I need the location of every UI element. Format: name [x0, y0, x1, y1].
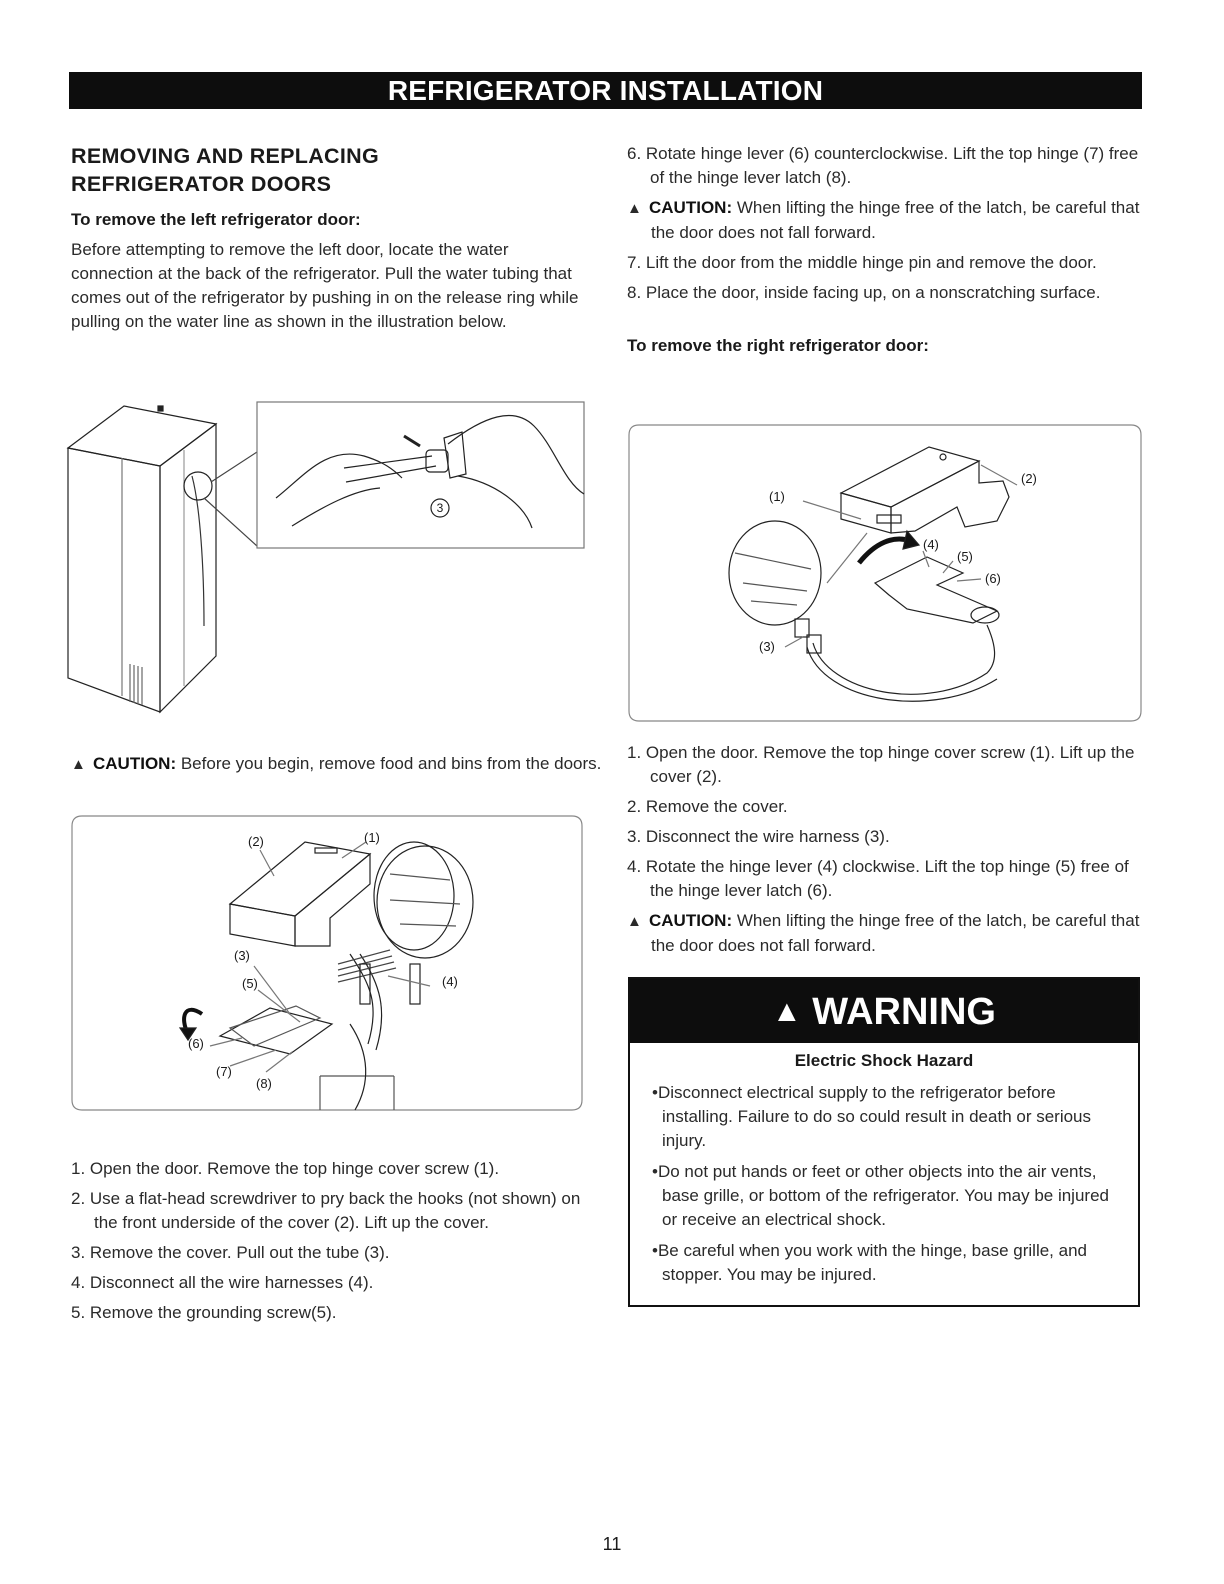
section-heading-line1: REMOVING AND REPLACING: [71, 144, 380, 168]
right-door-steps: [627, 741, 1147, 903]
list-item: •Disconnect electrical supply to the refrigerator before installing. Failure to do so could result in death or serious injury.: [652, 1083, 1092, 1150]
list-item: 6. Rotate hinge lever (6) counterclockwise. Lift the top hinge (7) free of the hinge lever latch (8).: [627, 144, 1139, 187]
page-number: 11: [602, 1534, 622, 1554]
list-item: •Be careful when you work with the hinge, base grille, and stopper. You may be injured.: [652, 1241, 1087, 1284]
list-item: 1. Open the door. Remove the top hinge cover screw (1).: [71, 1159, 500, 1178]
fig2-label-4: (4): [442, 974, 458, 989]
caution-warning-icon: ▲: [71, 756, 86, 773]
list-item: 3. Disconnect the wire harness (3).: [627, 827, 890, 846]
section-heading-line2: REFRIGERATOR DOORS: [71, 172, 332, 196]
list-item: 3. Remove the cover. Pull out the tube (3).: [71, 1243, 390, 1262]
list-item: 8. Place the door, inside facing up, on a nonscratching surface.: [627, 283, 1101, 302]
caution-text: When lifting the hinge free of the latch, be careful that the door does not fall forward.: [651, 911, 1140, 955]
left-door-steps: [71, 1157, 581, 1331]
water-line-illustration: [64, 386, 588, 716]
caution-label: CAUTION:: [649, 911, 733, 930]
left-door-steps-continued: [627, 142, 1147, 190]
list-item: 2. Use a flat-head screwdriver to pry back the hooks (not shown) on the front underside of the cover (2). Lift up the cover.: [71, 1189, 581, 1232]
left-door-subheading: To remove the left refrigerator door:: [71, 210, 361, 229]
right-caution-1: [627, 196, 1147, 245]
fig3-label-1: (1): [769, 489, 785, 504]
right-door-subheading: To remove the right refrigerator door:: [627, 336, 929, 355]
fig3-label-2: (2): [1021, 471, 1037, 486]
right-column: [627, 142, 1147, 357]
list-item: 2. Remove the cover.: [627, 797, 788, 816]
left-door-intro: Before attempting to remove the left door, locate the water connection at the back of the refrigerator. Pull the water tubing that comes out of the refrigerator by pushing in on the release ring while pulling on the water line as shown in the illustration below.: [71, 240, 579, 331]
left-hinge-illustration: [70, 814, 584, 1114]
caution-text: Before you begin, remove food and bins from the doors.: [180, 754, 602, 773]
fig2-label-8: (8): [256, 1076, 272, 1091]
right-caution-2: [627, 909, 1147, 958]
section-heading: [71, 142, 591, 198]
list-item: 5. Remove the grounding screw(5).: [71, 1303, 337, 1322]
warning-header: [630, 979, 1138, 1043]
warning-list: [630, 1081, 1138, 1287]
warning-title: WARNING: [812, 991, 996, 1033]
left-door-steps-final: [627, 251, 1147, 305]
fig2-label-7: (7): [216, 1064, 232, 1079]
list-item: 1. Open the door. Remove the top hinge cover screw (1). Lift up the cover (2).: [627, 743, 1135, 786]
fig2-label-6: (6): [188, 1036, 204, 1051]
right-door-steps-block: [627, 741, 1147, 958]
page-banner-title: REFRIGERATOR INSTALLATION: [69, 72, 1142, 109]
fig3-label-4: (4): [923, 537, 939, 552]
warning-subtitle: Electric Shock Hazard: [794, 1051, 974, 1070]
warning-box: [628, 977, 1140, 1307]
fig3-label-5: (5): [957, 549, 973, 564]
caution-label: CAUTION:: [93, 754, 177, 773]
caution-label: CAUTION:: [649, 198, 733, 217]
figure1-callout-3: 3: [436, 501, 444, 515]
list-item: •Do not put hands or feet or other objects into the air vents, base grille, or bottom of the refrigerator. You may be injured or receive an electrical shock.: [652, 1162, 1109, 1229]
left-column: [71, 142, 591, 334]
fig3-label-3: (3): [759, 639, 775, 654]
caution-warning-icon: ▲: [627, 200, 642, 217]
fig2-label-3: (3): [234, 948, 250, 963]
caution-warning-icon: ▲: [627, 913, 642, 930]
fig3-label-6: (6): [985, 571, 1001, 586]
fig2-label-5: (5): [242, 976, 258, 991]
caution-text: When lifting the hinge free of the latch, be careful that the door does not fall forward.: [651, 198, 1140, 242]
list-item: 4. Disconnect all the wire harnesses (4).: [71, 1273, 374, 1292]
list-item: 4. Rotate the hinge lever (4) clockwise. Lift the top hinge (5) free of the hinge lever latch (6).: [627, 857, 1129, 900]
warning-triangle-icon: ▲: [772, 995, 802, 1028]
fig2-label-2: (2): [248, 834, 264, 849]
left-caution: [71, 752, 615, 777]
right-hinge-illustration: [627, 423, 1143, 725]
fig2-label-1: (1): [364, 830, 380, 845]
list-item: 7. Lift the door from the middle hinge pin and remove the door.: [627, 253, 1097, 272]
